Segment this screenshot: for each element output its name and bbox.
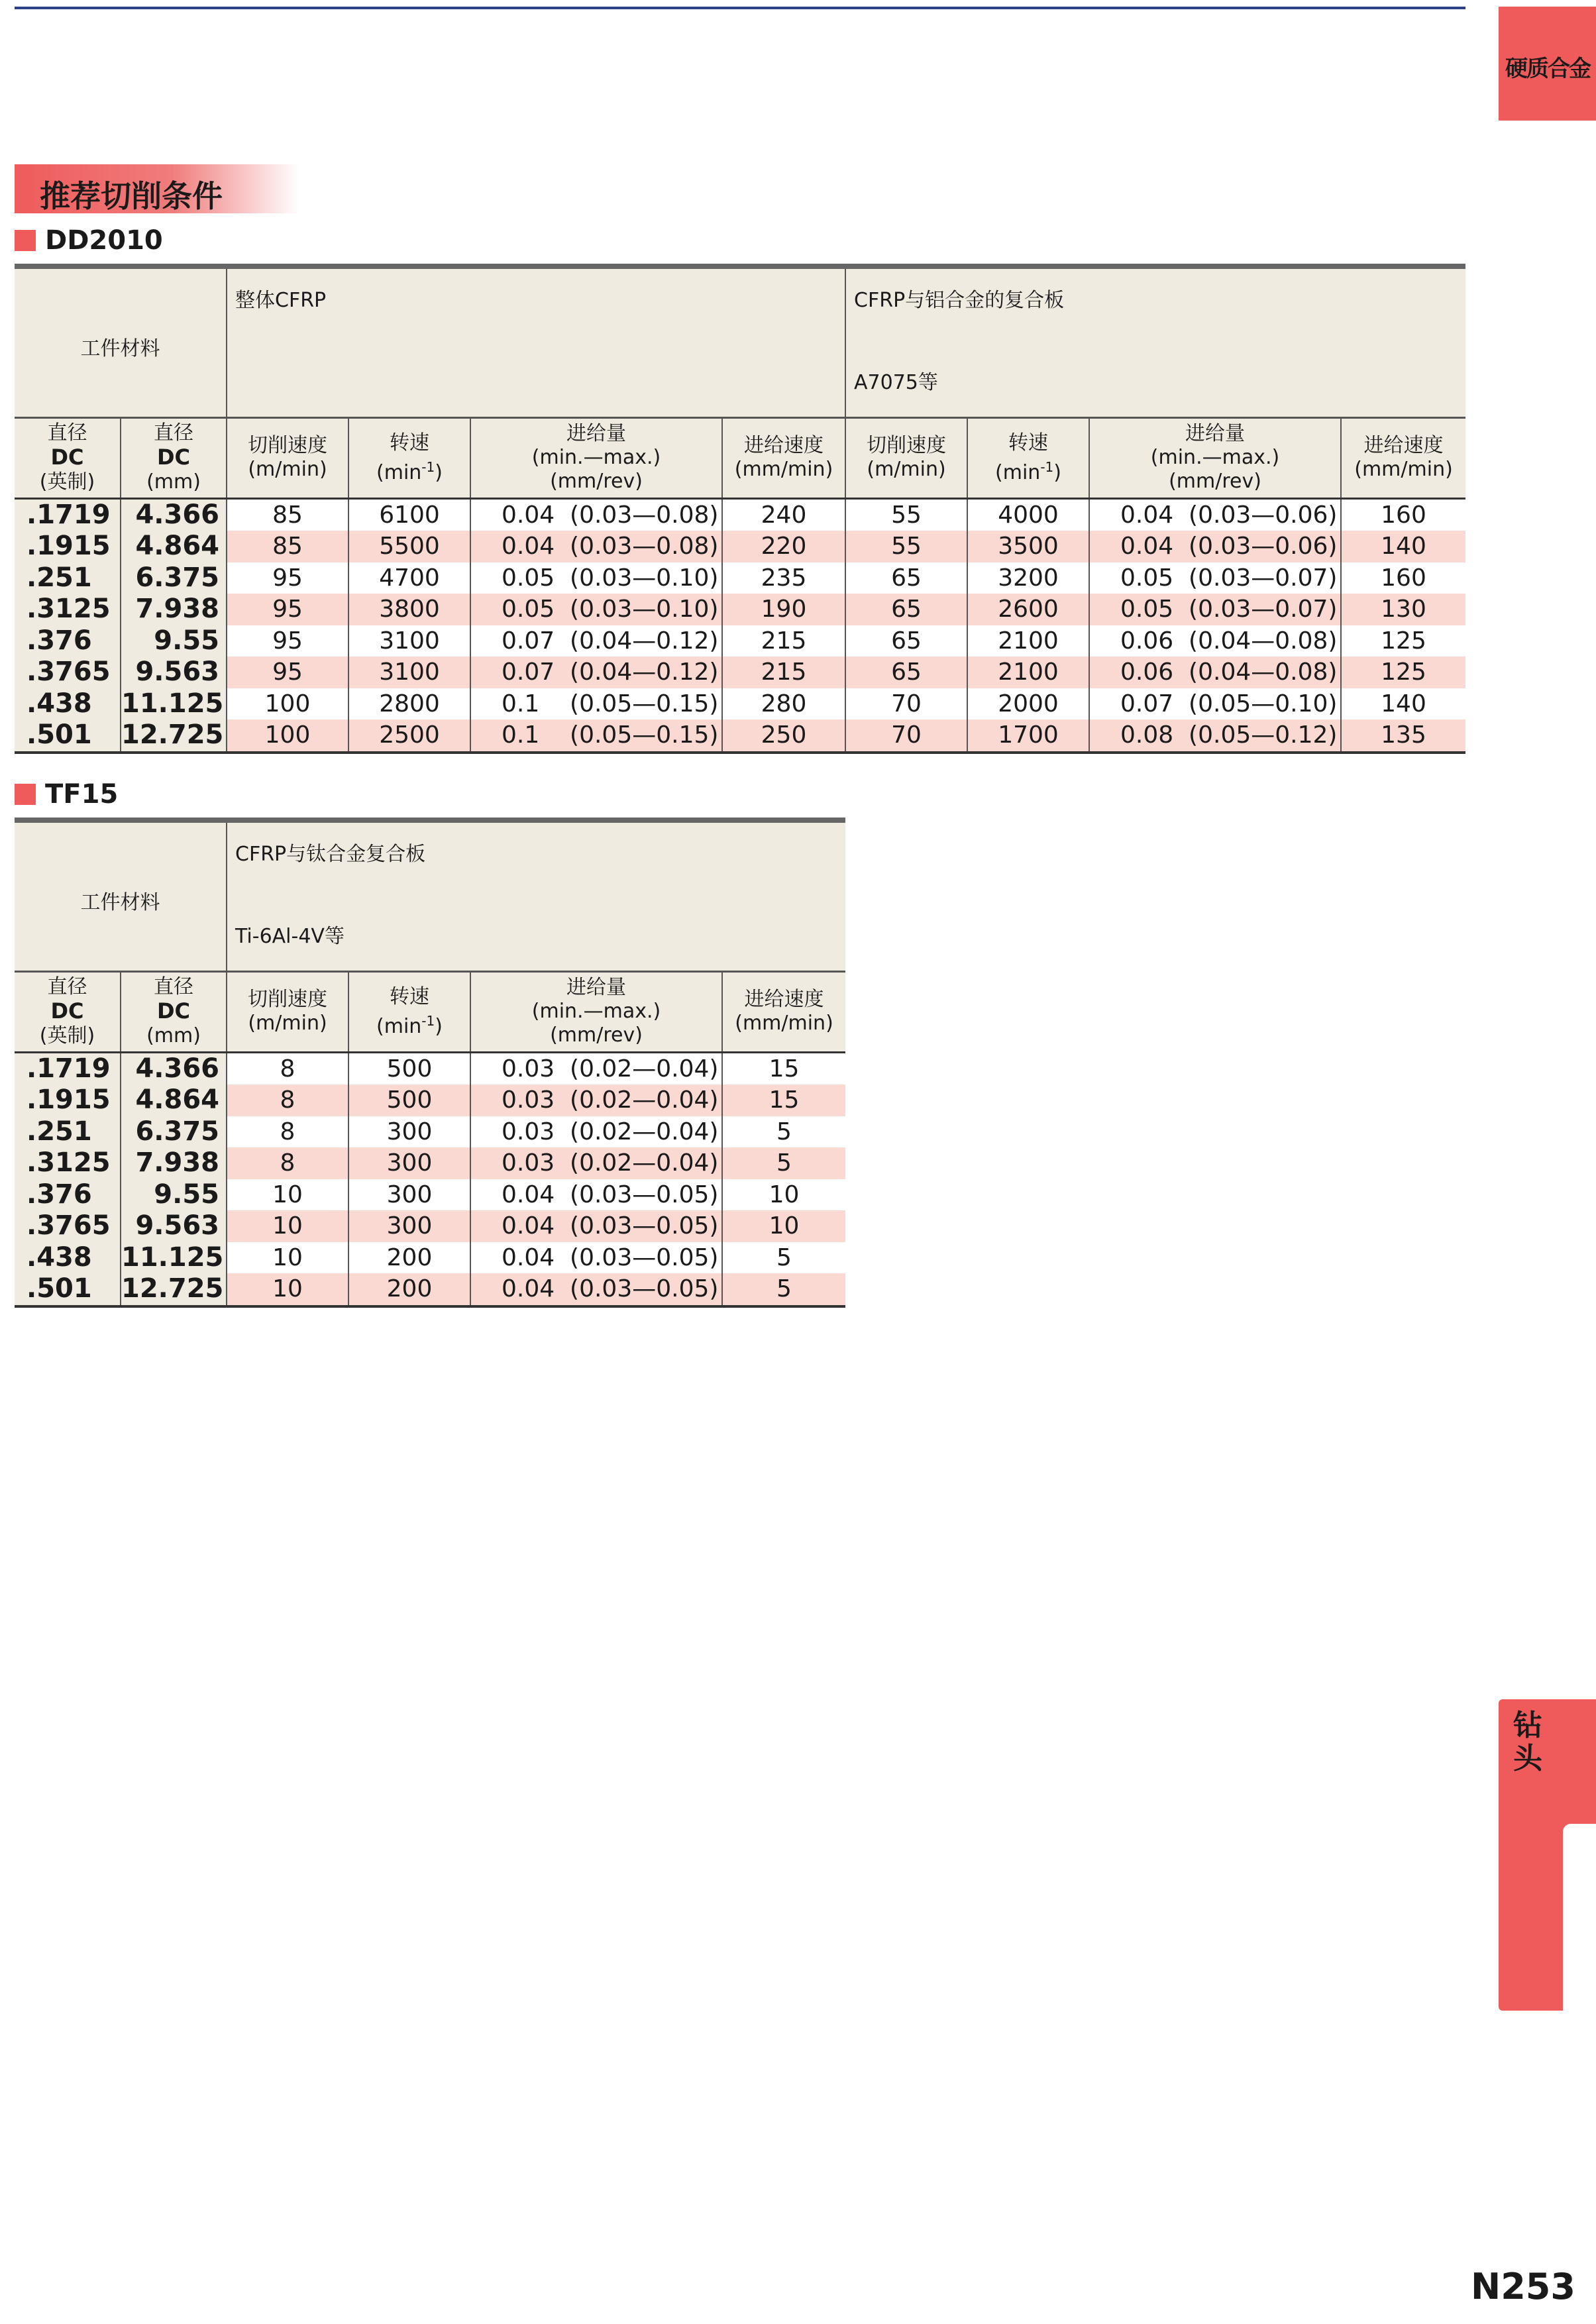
top-rule (15, 7, 1465, 9)
page-number: N253 (1471, 2266, 1575, 2307)
feed-cell: 0.04 (0.03—0.05) (470, 1210, 722, 1242)
feed-speed-cell: 215 (722, 657, 845, 688)
section-title: 推荐切削条件 (40, 178, 223, 214)
header-speed-a: 切削速度 (m/min) (227, 971, 348, 1052)
cutting-speed-cell: 55 (845, 531, 967, 562)
feed-cell: 0.07 (0.05—0.10) (1089, 688, 1341, 720)
feed-cell: 0.06 (0.04—0.08) (1089, 657, 1341, 688)
rpm-cell: 6100 (348, 498, 470, 531)
rpm-cell: 2100 (967, 657, 1089, 688)
header-dia-in: 直径 DC (英制) (15, 971, 121, 1052)
material-a-name: 整体CFRP (235, 289, 327, 312)
feed-cell: 0.03 (0.02—0.04) (470, 1116, 722, 1148)
feed-cell: 0.07 (0.04—0.12) (470, 657, 722, 688)
cutting-speed-cell: 10 (227, 1273, 348, 1306)
feed-speed-cell: 240 (722, 498, 845, 531)
rpm-cell: 2500 (348, 719, 470, 753)
cutting-speed-cell: 10 (227, 1210, 348, 1242)
diameter-mm-cell: 4.366 (121, 1052, 227, 1084)
feed-speed-cell: 235 (722, 562, 845, 594)
feed-speed-cell: 135 (1341, 719, 1465, 753)
rpm-cell: 5500 (348, 531, 470, 562)
header-dia-mm: 直径 DC (mm) (121, 417, 227, 498)
feed-speed-cell: 190 (722, 594, 845, 625)
diameter-inch-cell: .3765 (15, 657, 121, 688)
section-title-banner (15, 164, 299, 213)
feed-speed-cell: 215 (722, 625, 845, 657)
feed-cell: 0.07 (0.04—0.12) (470, 625, 722, 657)
table-row (15, 498, 1465, 531)
rpm-cell: 300 (348, 1147, 470, 1179)
header-row (15, 971, 845, 1052)
feed-cell: 0.04 (0.03—0.06) (1089, 531, 1341, 562)
grade-title-tf15 (15, 779, 118, 810)
rpm-cell: 2800 (348, 688, 470, 720)
diameter-inch-cell: .376 (15, 625, 121, 657)
feed-cell: 0.04 (0.03—0.08) (470, 498, 722, 531)
material-label-cell (15, 266, 227, 417)
feed-cell: 0.06 (0.04—0.08) (1089, 625, 1341, 657)
dd2010-table (15, 264, 1465, 754)
feed-speed-cell: 5 (722, 1273, 845, 1306)
material-label: 工件材料 (80, 891, 160, 914)
material-row (15, 266, 1465, 417)
header-rpm-a: 转速 $(\min^{-1})$ (348, 971, 470, 1052)
header-feedspeed-a: 进给速度 (mm/min) (722, 417, 845, 498)
rpm-cell: 1700 (967, 719, 1089, 753)
feed-speed-cell: 125 (1381, 627, 1426, 655)
material-b-name: CFRP与铝合金的复合板 (854, 289, 1065, 312)
diameter-inch-cell: .3125 (15, 594, 121, 625)
side-tab-notch (1563, 1824, 1596, 2023)
table-row (15, 657, 1465, 688)
table-row (15, 688, 1465, 720)
cutting-speed-cell: 65 (845, 625, 967, 657)
feed-cell: 0.05 (0.03—0.10) (470, 562, 722, 594)
diameter-inch-cell: .376 (15, 1179, 121, 1211)
feed-cell: 0.05 (0.03—0.07) (1089, 562, 1341, 594)
table-row (15, 625, 1465, 657)
cutting-speed-cell: 95 (227, 562, 348, 594)
side-tab-drill-label: 钻头 (1513, 1709, 1542, 1775)
table-row (15, 531, 1465, 562)
feed-speed-cell: 280 (722, 688, 845, 720)
feed-cell: 0.08 (0.05—0.12) (1089, 719, 1341, 753)
diameter-mm-cell: 7.938 (121, 1147, 227, 1179)
header-speed-b: 切削速度 (m/min) (845, 417, 967, 498)
diameter-inch-cell: .1915 (15, 1084, 121, 1116)
diameter-mm-cell: 9.55 (121, 1179, 227, 1211)
rpm-cell: 3200 (967, 562, 1089, 594)
feed-speed-cell: 140 (1381, 690, 1426, 717)
feed-cell: 0.05 (0.03—0.07) (1089, 594, 1341, 625)
rpm-cell: 300 (348, 1179, 470, 1211)
feed-cell: 0.03 (0.02—0.04) (470, 1052, 722, 1084)
diameter-mm-cell: 6.375 (121, 1116, 227, 1148)
table-row (15, 1179, 845, 1211)
cutting-speed-cell: 85 (227, 531, 348, 562)
diameter-inch-cell: .1915 (15, 531, 121, 562)
material-label: 工件材料 (80, 337, 160, 360)
diameter-mm-cell: 4.366 (121, 498, 227, 531)
diameter-inch-cell: .3765 (15, 1210, 121, 1242)
diameter-mm-cell: 9.563 (121, 657, 227, 688)
feed-speed-cell: 10 (769, 1181, 800, 1208)
cutting-speed-cell: 10 (227, 1179, 348, 1211)
header-rpm-a: 转速 $(\min^{-1})$ (348, 417, 470, 498)
diameter-inch-cell: .251 (15, 562, 121, 594)
feed-speed-cell: 140 (1341, 531, 1465, 562)
grade-marker-icon (15, 784, 36, 805)
table-row (15, 1116, 845, 1148)
diameter-inch-cell: .3125 (15, 1147, 121, 1179)
material-b-cell (845, 266, 1465, 417)
rpm-cell: 500 (348, 1052, 470, 1084)
rpm-cell: 3800 (348, 594, 470, 625)
rpm-cell: 2100 (967, 625, 1089, 657)
table-row (15, 1210, 845, 1242)
table-row (15, 1242, 845, 1274)
header-row (15, 417, 1465, 498)
rpm-cell: 2600 (967, 594, 1089, 625)
side-tab-carbide-label: 硬质合金 (1505, 56, 1590, 82)
header-feed-b: 进给量 (min.—max.) (mm/rev) (1089, 417, 1341, 498)
rpm-cell: 4700 (348, 562, 470, 594)
feed-speed-cell: 130 (1341, 594, 1465, 625)
table-row (15, 594, 1465, 625)
cutting-speed-cell: 95 (227, 657, 348, 688)
header-feed-a: 进给量 (min.—max.) (mm/rev) (470, 417, 722, 498)
rpm-cell: 300 (348, 1210, 470, 1242)
diameter-mm-cell: 12.725 (121, 1273, 227, 1306)
header-feedspeed-b: 进给速度 (mm/min) (1341, 417, 1465, 498)
cutting-speed-cell: 100 (227, 688, 348, 720)
feed-cell: 0.03 (0.02—0.04) (470, 1084, 722, 1116)
feed-cell: 0.04 (0.03—0.05) (470, 1242, 722, 1274)
rpm-cell: 300 (348, 1116, 470, 1148)
feed-cell: 0.04 (0.03—0.05) (470, 1273, 722, 1306)
feed-cell: 0.04 (0.03—0.06) (1089, 498, 1341, 531)
rpm-cell: 3500 (967, 531, 1089, 562)
feed-speed-cell: 5 (776, 1243, 792, 1271)
feed-speed-cell: 160 (1381, 564, 1426, 592)
material-a-grade: Ti-6Al-4V等 (235, 925, 345, 948)
table-row (15, 1147, 845, 1179)
side-tab-drill[interactable] (1499, 1699, 1596, 2011)
feed-cell: 0.1 (0.05—0.15) (470, 688, 722, 720)
header-rpm-b: 转速 $(\min^{-1})$ (967, 417, 1089, 498)
diameter-inch-cell: .501 (15, 1273, 121, 1306)
feed-cell: 0.04 (0.03—0.08) (470, 531, 722, 562)
diameter-mm-cell: 11.125 (121, 688, 227, 720)
rpm-cell: 3100 (348, 657, 470, 688)
cutting-speed-cell: 65 (845, 594, 967, 625)
cutting-speed-cell: 10 (227, 1242, 348, 1274)
table-row (15, 1273, 845, 1306)
tf15-table (15, 818, 845, 1308)
feed-cell: 0.05 (0.03—0.10) (470, 594, 722, 625)
cutting-speed-cell: 85 (227, 498, 348, 531)
diameter-inch-cell: .1719 (15, 1052, 121, 1084)
material-label-cell (15, 820, 227, 971)
header-feed-a: 进给量 (min.—max.) (mm/rev) (470, 971, 722, 1052)
header-dia-mm: 直径 DC (mm) (121, 971, 227, 1052)
feed-cell: 0.03 (0.02—0.04) (470, 1147, 722, 1179)
feed-speed-cell: 250 (722, 719, 845, 753)
feed-speed-cell: 220 (722, 531, 845, 562)
diameter-mm-cell: 4.864 (121, 531, 227, 562)
feed-speed-cell: 5 (722, 1147, 845, 1179)
feed-cell: 0.1 (0.05—0.15) (470, 719, 722, 753)
cutting-speed-cell: 8 (227, 1052, 348, 1084)
feed-speed-cell: 5 (776, 1118, 792, 1145)
material-a-name: CFRP与钛合金复合板 (235, 843, 426, 866)
table-row (15, 1052, 845, 1084)
rpm-cell: 4000 (967, 498, 1089, 531)
diameter-mm-cell: 9.55 (121, 625, 227, 657)
cutting-speed-cell: 55 (845, 498, 967, 531)
cutting-speed-cell: 70 (845, 719, 967, 753)
rpm-cell: 2000 (967, 688, 1089, 720)
grade-title-dd2010 (15, 225, 163, 256)
material-a-cell (227, 820, 845, 971)
feed-speed-cell: 15 (722, 1084, 845, 1116)
header-feedspeed-a: 进给速度 (mm/min) (722, 971, 845, 1052)
cutting-speed-cell: 65 (845, 562, 967, 594)
grade-title-text: TF15 (45, 779, 119, 810)
table-row (15, 1084, 845, 1116)
diameter-mm-cell: 9.563 (121, 1210, 227, 1242)
diameter-inch-cell: .1719 (15, 498, 121, 531)
cutting-speed-cell: 70 (845, 688, 967, 720)
diameter-inch-cell: .251 (15, 1116, 121, 1148)
cutting-speed-cell: 95 (227, 625, 348, 657)
side-tab-carbide[interactable] (1499, 7, 1596, 121)
cutting-speed-cell: 8 (227, 1084, 348, 1116)
diameter-inch-cell: .438 (15, 688, 121, 720)
header-dia-in: 直径 DC (英制) (15, 417, 121, 498)
feed-speed-cell: 10 (722, 1210, 845, 1242)
cutting-speed-cell: 95 (227, 594, 348, 625)
grade-title-text: DD2010 (45, 225, 163, 256)
diameter-mm-cell: 12.725 (121, 719, 227, 753)
diameter-inch-cell: .438 (15, 1242, 121, 1274)
header-speed-a: 切削速度 (m/min) (227, 417, 348, 498)
cutting-speed-cell: 65 (845, 657, 967, 688)
material-row (15, 820, 845, 971)
rpm-cell: 3100 (348, 625, 470, 657)
material-b-grade: A7075等 (854, 371, 938, 394)
feed-speed-cell: 125 (1341, 657, 1465, 688)
table-row (15, 719, 1465, 753)
diameter-mm-cell: 7.938 (121, 594, 227, 625)
cutting-speed-cell: 8 (227, 1147, 348, 1179)
diameter-mm-cell: 11.125 (121, 1242, 227, 1274)
feed-cell: 0.04 (0.03—0.05) (470, 1179, 722, 1211)
diameter-mm-cell: 4.864 (121, 1084, 227, 1116)
rpm-cell: 200 (348, 1273, 470, 1306)
rpm-cell: 200 (348, 1242, 470, 1274)
cutting-speed-cell: 100 (227, 719, 348, 753)
diameter-mm-cell: 6.375 (121, 562, 227, 594)
grade-marker-icon (15, 230, 36, 251)
feed-speed-cell: 15 (769, 1055, 800, 1083)
feed-speed-cell: 160 (1381, 501, 1426, 529)
diameter-inch-cell: .501 (15, 719, 121, 753)
rpm-cell: 500 (348, 1084, 470, 1116)
material-a-cell (227, 266, 845, 417)
table-row (15, 562, 1465, 594)
cutting-speed-cell: 8 (227, 1116, 348, 1148)
